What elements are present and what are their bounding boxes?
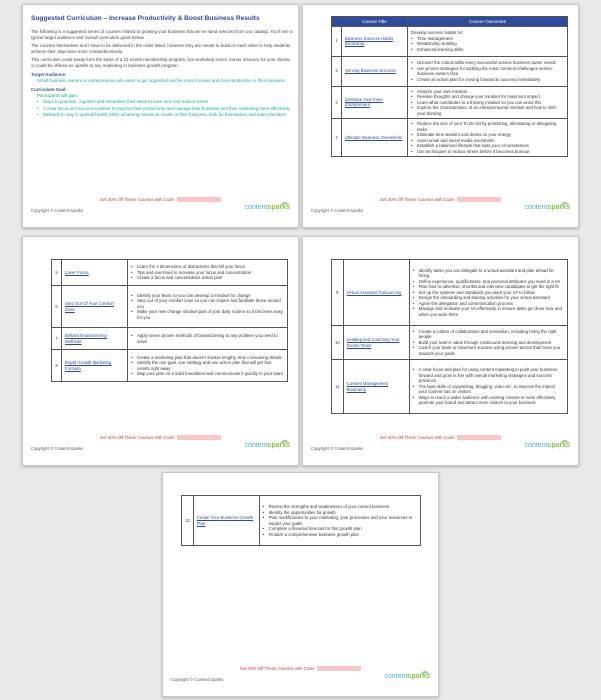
redacted-code	[177, 435, 221, 440]
promo-text: Get 40% Off These Courses with Code:	[23, 197, 298, 202]
table-row	[332, 86, 568, 119]
course-title-link[interactable]: Create Your Business Growth Plan	[193, 496, 259, 546]
redacted-code	[457, 197, 501, 202]
document-page-2	[302, 4, 579, 228]
copyright: Copyright © Content Sparks	[31, 446, 84, 451]
table-row	[332, 260, 568, 326]
usage-paragraph: This curriculum could easily form the basis of a 12-month membership program, live workshop series, bonus resource for your clients, or could be offered as upsells to any marketing or business growth program.	[31, 57, 291, 68]
table-row	[332, 119, 568, 157]
copyright: Copyright © Content Sparks	[171, 677, 224, 682]
target-audience-heading: Target Audience:	[31, 71, 67, 77]
promo-text: Get 40% Off These Courses with Code:	[23, 435, 298, 440]
header-number	[332, 17, 342, 27]
document-page-4	[302, 236, 579, 466]
course-number: 6	[52, 286, 62, 328]
brand-logo: contentsparks	[244, 442, 290, 449]
course-number: 8	[52, 350, 62, 382]
course-title-link[interactable]: Virtual Assistant Outsourcing	[343, 260, 409, 326]
promo-text: Get 40% Off These Courses with Code:	[303, 435, 578, 440]
page-footer	[303, 197, 578, 219]
course-outcomes: • Analyze your own mindset • Release thoughts and change your mindset for maximum impact • Learn what contributes to a thriving mindset so you can avoid this • Explore the characteristics of an entrepreneurial mindset and how to shift your thinking	[408, 86, 568, 119]
table-row	[182, 496, 421, 546]
course-number: 12	[182, 496, 194, 546]
page-footer	[163, 666, 438, 688]
course-number: 11	[332, 360, 344, 414]
course-table	[181, 495, 421, 546]
course-number: 4	[332, 119, 342, 157]
course-outcomes: • Review the strengths and weaknesses of your current business • Identify the opportunities for growth • Plan modifications to your marketing, your processes and your resources to impact your goals • Complete a financial forecast for this growth plan • Finalize a comprehensive business growth plan	[259, 496, 420, 546]
table-header-row	[332, 17, 568, 27]
course-table	[331, 16, 568, 157]
page-title: Suggested Curriculum – Increase Productivity & Boost Business Results	[31, 15, 260, 22]
table-row	[52, 350, 288, 382]
document-page-3	[22, 236, 299, 466]
course-title-link[interactable]: Ultimate Business Overwhelm	[342, 119, 408, 157]
brand-logo: contentsparks	[384, 673, 430, 680]
document-page-5	[162, 472, 439, 697]
course-title-link[interactable]: Laser Focus	[62, 260, 128, 286]
goal-item: • Ways to prioritize, organize and streamline their week to save time and reduce stress	[37, 99, 293, 105]
promo-text: Get 40% Off These Courses with Code:	[163, 666, 438, 671]
course-outcomes: • Identify your fears so you can develop a mindset for change • Step out of your comfort zone so you can inspire and facilitate those around you • Make your new change mindset part of your daily routine so it becomes easy for you	[128, 286, 288, 328]
redacted-code	[177, 197, 221, 202]
table-row	[52, 286, 288, 328]
course-outcomes: • Create a marketing plan that doesn’t involve lengthy, time consuming details • Identify the one goal, one strategy and one action plan that will get fast results right away • Map your plan on a solid foundation and communicate it quickly to your team	[128, 350, 288, 382]
goal-lead: Participants will gain:	[37, 93, 78, 99]
page-footer	[303, 435, 578, 457]
course-title-link[interactable]: Step Out Of Your Comfort Zone	[62, 286, 128, 328]
table-row	[332, 326, 568, 360]
header-course-title: Course Title	[342, 17, 408, 27]
course-title-link[interactable]: Brilliant Brainstorming Methods	[62, 328, 128, 350]
copyright: Copyright © Content Sparks	[31, 208, 84, 213]
brand-logo: contentsparks	[524, 442, 570, 449]
course-title-link[interactable]: Content Management Bootcamp	[343, 360, 409, 414]
brand-logo: contentsparks	[244, 204, 290, 211]
table-row	[332, 360, 568, 414]
intro-paragraph: The following is a suggested series of courses related to growing your business that we’ve hand selected from our catalog. You’ll see a typical target audience and overall curriculum goals below.	[31, 29, 293, 40]
course-table	[51, 259, 288, 382]
table-row	[332, 56, 568, 86]
table-row	[52, 328, 288, 350]
page-footer	[23, 435, 298, 457]
course-number: 5	[52, 260, 62, 286]
course-outcomes: • Create a culture of collaboration and innovation, including hiring the right people • Build your team’s value through continuous learning and development • Coach your team to maximum success using proven tactics that move you towards your goals	[409, 326, 567, 360]
course-title-link[interactable]: Serving Business Success	[342, 56, 408, 86]
copyright: Copyright © Content Sparks	[311, 446, 364, 451]
course-outcomes: • Apply seven proven methods of brainstorming to any problem you need to solve	[128, 328, 288, 350]
header-course-outcomes: Course Outcomes	[408, 17, 568, 27]
course-table	[331, 259, 568, 414]
document-page-1	[22, 4, 299, 228]
course-title-link[interactable]: Rapid Growth Marketing Formula	[62, 350, 128, 382]
order-paragraph: The courses themselves don’t have to be delivered in the order listed, however they are meant to build on each other to help students achieve their objectives more comprehensively.	[31, 43, 291, 54]
goal-item: • A clear focus and success mindset to improve their productivity and manage their business and their marketing more effectively	[37, 106, 293, 112]
redacted-code	[317, 666, 361, 671]
course-title-link[interactable]: Leading and Coaching Your Dream Team	[343, 326, 409, 360]
promo-text: Get 40% Off These Courses with Code:	[303, 197, 578, 202]
course-outcomes: • Uncover the critical skills every successful service business owner needs • Use proven strategies for tackling the most common challenges service business owners face • Create an action plan for moving forward to success immediately	[408, 56, 568, 86]
course-number: 3	[332, 86, 342, 119]
brand-logo: contentsparks	[524, 204, 570, 211]
course-outcomes: • A clear focus and plan for using content marketing to push your business forward and grow in line with overall marketing strategies and success practices • The best skills of copywriting, blogging, video etc. to improve the impact your content has on visitors • Ways to reach a wider audience with existing content to more effectively promote your brand and attract more visitors to your business	[409, 360, 567, 414]
course-number: 1	[332, 26, 342, 56]
intro-section	[31, 29, 293, 119]
course-title-link[interactable]: Embrace Your Inner Entrepreneur	[342, 86, 408, 119]
course-outcomes: • Reduce the size of your To Do list by prioritizing, eliminating or delegating tasks • Eliminate time wasters and drains on your energy • Avoid email and social media overwhelm • Establish a balanced lifestyle that suits your circumstances • Use techniques to reduce stress before it becomes burnout	[408, 119, 568, 157]
course-outcomes: Develop success habits for: • Time management • Relationship building • Enhanced learning skills	[408, 26, 568, 56]
course-number: 9	[332, 260, 344, 326]
goal-item: • Methods to stay in optimal health whilst achieving maximum results in their business, both for themselves and team members	[37, 112, 293, 118]
goal-list	[31, 99, 293, 118]
table-row	[332, 26, 568, 56]
table-row	[52, 260, 288, 286]
redacted-code	[457, 435, 501, 440]
course-number: 2	[332, 56, 342, 86]
course-number: 7	[52, 328, 62, 350]
copyright: Copyright © Content Sparks	[311, 208, 364, 213]
page-footer	[23, 197, 298, 219]
curriculum-goal-heading: Curriculum Goal:	[31, 86, 67, 92]
course-title-link[interactable]: Business Success Habits Bootcamp	[342, 26, 408, 56]
target-audience-text: Small business owners or entrepreneurs who want to get organized and be more focused and more productive in their business.	[37, 78, 286, 84]
course-number: 10	[332, 326, 344, 360]
course-outcomes: • Learn the 4 dimensions of distractions that kill your focus • Tips and exercises to increase your focus and concentration • Create a focus and concentration action plan	[128, 260, 288, 286]
course-outcomes: • Identify tasks you can delegate to a virtual assistant and plan ahead for hiring • Define experience, qualifications, and personal attributes you need in a VA • Plan how to advertise, shortlist and interview candidates to get the right fit • Set up the systems and standards you want your VA to follow • Design the onboarding and training activities for your virtual assistant • Agree the delegation and communication process • Manage and motivate your VA effectively to ensure tasks get done how and when you want them	[409, 260, 567, 326]
